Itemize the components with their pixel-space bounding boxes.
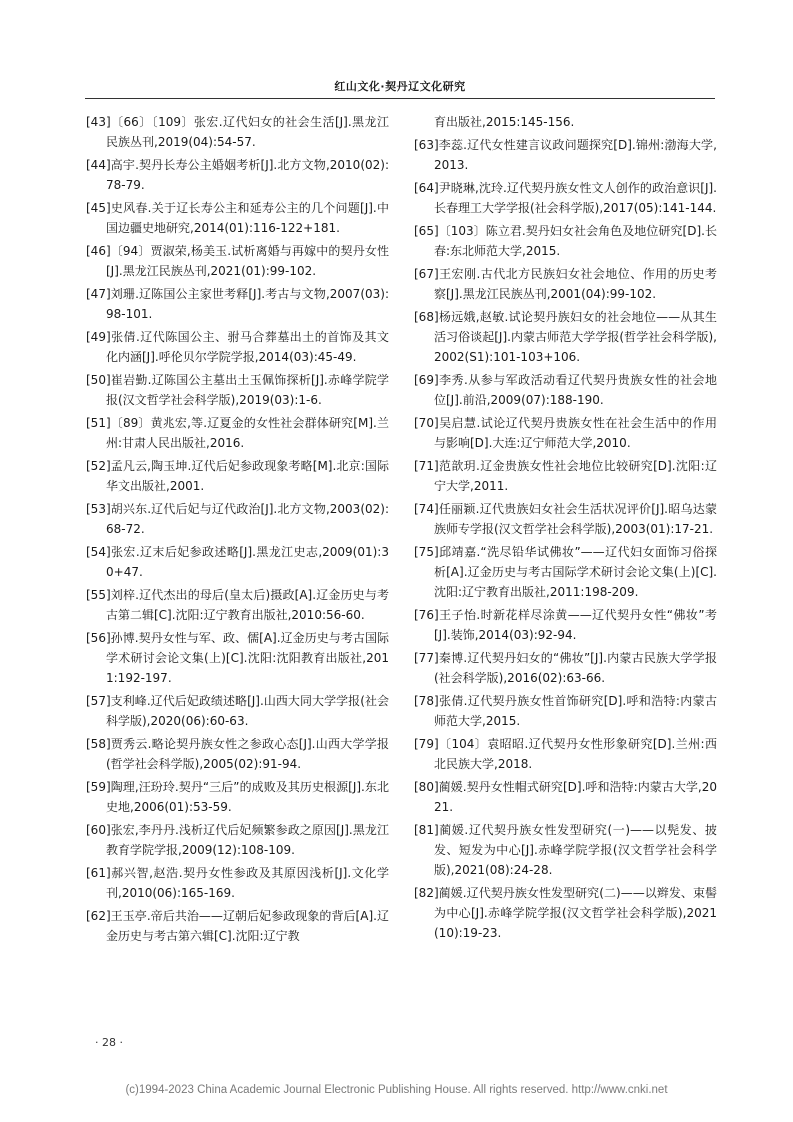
reference-entry: [63]李蕊.辽代女性建言议政问题探究[D].锦州:渤海大学,2013. bbox=[414, 138, 717, 172]
reference-entry: [58]贾秀云.略论契丹族女性之参政心态[J].山西大学学报(哲学社会科学版),2005(02):91-94. bbox=[86, 737, 389, 771]
reference-entry: [49]张倩.辽代陈国公主、驸马合葬墓出土的首饰及其文化内涵[J].呼伦贝尔学院学报,2014(03):45-49. bbox=[86, 330, 389, 364]
reference-entry: [70]吴启慧.试论辽代契丹贵族女性在社会生活中的作用与影响[D].大连:辽宁师范大学,2010. bbox=[414, 416, 717, 450]
page-number: · 28 · bbox=[95, 1036, 123, 1049]
reference-entry: [57]支利峰.辽代后妃政绩述略[J].山西大同大学学报(社会科学版),2020(06):60-63. bbox=[86, 694, 389, 728]
reference-entry: [65]〔103〕陈立君.契丹妇女社会角色及地位研究[D].长春:东北师范大学,2015. bbox=[414, 224, 717, 258]
reference-entry: [74]任丽颖.辽代贵族妇女社会生活状况评价[J].昭乌达蒙族师专学报(汉文哲学社会科学版),2003(01):17-21. bbox=[414, 502, 717, 536]
reference-entry: [52]孟凡云,陶玉坤.辽代后妃参政现象考略[M].北京:国际华文出版社,2001. bbox=[86, 459, 389, 493]
reference-entry: [67]王宏刚.古代北方民族妇女社会地位、作用的历史考察[J].黑龙江民族丛刊,2001(04):99-102. bbox=[414, 267, 717, 301]
running-header: 红山文化·契丹辽文化研究 bbox=[334, 80, 466, 93]
reference-entry: [44]高宇.契丹长寿公主婚姻考析[J].北方文物,2010(02):78-79. bbox=[86, 158, 389, 192]
reference-entry: [61]郝兴智,赵浩.契丹女性参政及其原因浅析[J].文化学刊,2010(06):165-169. bbox=[86, 866, 389, 900]
reference-entry: 育出版社,2015:145-156. bbox=[434, 115, 575, 129]
reference-entry: [68]杨远娥,赵敏.试论契丹族妇女的社会地位——从其生活习俗谈起[J].内蒙古师范大学学报(哲学社会科学版),2002(S1):101-103+106. bbox=[414, 310, 717, 364]
reference-entry: [56]孙博.契丹女性与军、政、儒[A].辽金历史与考古国际学术研讨会论文集(上)[C].沈阳:沈阳教育出版社,2011:192-197. bbox=[86, 631, 389, 685]
reference-entry: [78]张倩.辽代契丹族女性首饰研究[D].呼和浩特:内蒙古师范大学,2015. bbox=[414, 694, 717, 728]
reference-entry: [77]秦博.辽代契丹妇女的“佛妆”[J].内蒙古民族大学学报(社会科学版),2016(02):63-66. bbox=[414, 651, 717, 685]
references-left-column bbox=[86, 112, 389, 949]
reference-entry: [79]〔104〕袁昭昭.辽代契丹女性形象研究[D].兰州:西北民族大学,2018. bbox=[414, 737, 717, 771]
header-rule bbox=[85, 98, 715, 99]
reference-entry: [46]〔94〕贾淑荣,杨美玉.试析离婚与再嫁中的契丹女性[J].黑龙江民族丛刊,2021(01):99-102. bbox=[86, 244, 389, 278]
reference-entry: [55]刘梓.辽代杰出的母后(皇太后)摄政[A].辽金历史与考古第二辑[C].沈阳:辽宁教育出版社,2010:56-60. bbox=[86, 588, 389, 622]
reference-entry: [43]〔66〕〔109〕张宏.辽代妇女的社会生活[J].黑龙江民族丛刊,2019(04):54-57. bbox=[86, 115, 389, 149]
reference-entry: [81]蔺媛.辽代契丹族女性发型研究(一)——以髡发、披发、短发为中心[J].赤峰学院学报(汉文哲学社会科学版),2021(08):24-28. bbox=[414, 823, 717, 877]
reference-entry: [75]邱靖嘉.“洗尽铅华试佛妆”——辽代妇女面饰习俗探析[A].辽金历史与考古国际学术研讨会论文集(上)[C].沈阳:辽宁教育出版社,2011:198-209. bbox=[414, 545, 717, 599]
references-right-column bbox=[414, 112, 717, 946]
reference-entry: [51]〔89〕黄兆宏,等.辽夏金的女性社会群体研究[M].兰州:甘肃人民出版社,2016. bbox=[86, 416, 389, 450]
reference-entry: [64]尹晓琳,沈玲.辽代契丹族女性文人创作的政治意识[J].长春理工大学学报(社会科学版),2017(05):141-144. bbox=[414, 181, 717, 215]
reference-entry: [54]张宏.辽末后妃参政述略[J].黑龙江史志,2009(01):30+47. bbox=[86, 545, 389, 579]
reference-entry: [47]刘珊.辽陈国公主家世考释[J].考古与文物,2007(03):98-101. bbox=[86, 287, 389, 321]
reference-entry: [76]王子怡.时新花样尽涂黄——辽代契丹女性“佛妆”考[J].装饰,2014(03):92-94. bbox=[414, 608, 717, 642]
reference-entry: [62]王玉亭.帝后共治——辽朝后妃参政现象的背后[A].辽金历史与考古第六辑[C].沈阳:辽宁教 bbox=[86, 909, 389, 943]
reference-entry: [82]蔺媛.辽代契丹族女性发型研究(二)——以辫发、束髻为中心[J].赤峰学院学报(汉文哲学社会科学版),2021(10):19-23. bbox=[414, 886, 717, 940]
reference-entry: [59]陶理,汪玢玲.契丹“三后”的成败及其历史根源[J].东北史地,2006(01):53-59. bbox=[86, 780, 389, 814]
reference-entry: [53]胡兴东.辽代后妃与辽代政治[J].北方文物,2003(02):68-72. bbox=[86, 502, 389, 536]
copyright-footer: (c)1994-2023 China Academic Journal Electronic Publishing House. All rights reserved. http://www.cnki.net bbox=[125, 1084, 668, 1096]
reference-entry: [45]史风春.关于辽长寿公主和延寿公主的几个问题[J].中国边疆史地研究,2014(01):116-122+181. bbox=[86, 201, 389, 235]
reference-entry: [80]蔺媛.契丹女性帽式研究[D].呼和浩特:内蒙古大学,2021. bbox=[414, 780, 717, 814]
reference-entry: [69]李秀.从参与军政活动看辽代契丹贵族女性的社会地位[J].前沿,2009(07):188-190. bbox=[414, 373, 717, 407]
reference-entry: [71]范歆玥.辽金贵族女性社会地位比较研究[D].沈阳:辽宁大学,2011. bbox=[414, 459, 717, 493]
reference-entry: [60]张宏,李丹丹.浅析辽代后妃频繁参政之原因[J].黑龙江教育学院学报,2009(12):108-109. bbox=[86, 823, 389, 857]
reference-entry: [50]崔岩勤.辽陈国公主墓出土玉佩饰探析[J].赤峰学院学报(汉文哲学社会科学版),2019(03):1-6. bbox=[86, 373, 389, 407]
